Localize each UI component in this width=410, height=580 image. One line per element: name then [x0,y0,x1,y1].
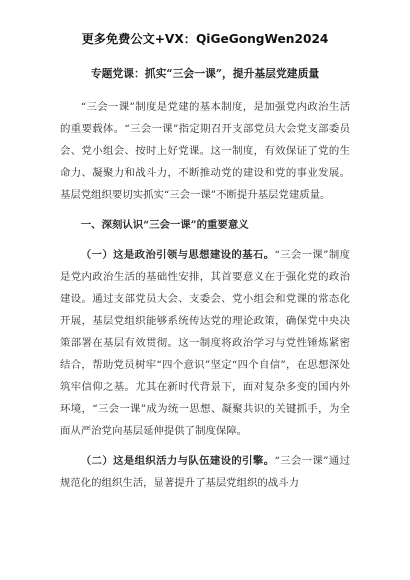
body-paragraph [60,450,350,494]
section-heading: 一、深刻认识“三会一课”的重要意义 [80,219,249,231]
body-paragraph [60,244,350,442]
document-title: 专题党课：抓实“三会一课”，提升基层党建质量 [90,67,320,80]
intro-paragraph: “三会一课”制度是党建的基本制度，是加强党内政治生活的重要载体。“三会一课”指定期召开支部党员大会党支部委员会、党小组会、按时上好党课。这一制度，有效保证了党的生命力、凝聚力和战斗力，不断推动党的建设和党的事业发展。基层党组织要切实抓实“三会一课”不断提升基层党建质量。 [60,101,350,201]
paragraph-text: “三会一课”制度是党内政治生活的基础性安排，其首要意义在于强化党的政治建设。通过支部党员大会、支委会、党小组会和党课的常态化开展，基层党组织能够系统传达党的理论政策，确保党中央决策部署在基层有效贯彻。这一制度将政治学习与党性锤炼紧密结合，帮助党员树牢“四个意识”坚定“四个自信”，在思想深处筑牢信仰之基。尤其在新时代背景下，面对复杂多变的国内外环境，“三会一课”成为统一思想、凝聚共识的关键抓手，为全面从严治党向基层延伸提供了制度保障。 [60,249,350,437]
paragraph-text: “三会一课”通过规范化的组织生活，显著提升了基层党组织的战斗力 [60,455,350,489]
document-body [60,96,350,494]
paragraph-lead: （二）这是组织活力与队伍建设的引擎。 [80,455,275,467]
paragraph-lead: （一）这是政治引领与思想建设的基石。 [80,249,275,261]
page-header: 更多免费公文+VX：QiGeGongWen2024 [81,32,329,46]
